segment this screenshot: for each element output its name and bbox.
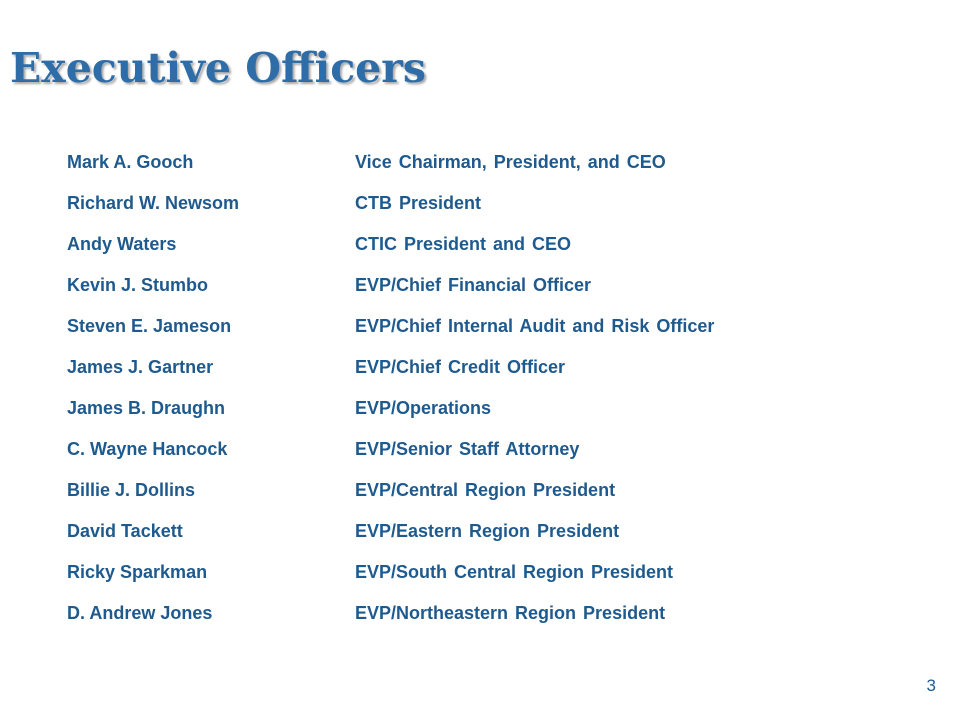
officer-name: Steven E. Jameson	[67, 316, 232, 336]
officer-name: C. Wayne Hancock	[67, 439, 228, 459]
officer-row	[67, 429, 887, 470]
officer-row	[67, 470, 887, 511]
officer-title: EVP/Chief Credit Officer	[355, 357, 566, 377]
officer-row	[67, 224, 887, 265]
officer-title: EVP/Chief Financial Officer	[355, 275, 592, 295]
officer-title: EVP/Senior Staff Attorney	[355, 439, 580, 459]
officer-name: Richard W. Newsom	[67, 193, 240, 213]
officer-title: Vice Chairman, President, and CEO	[355, 152, 666, 172]
officer-row	[67, 593, 887, 634]
officer-title: EVP/Operations	[355, 398, 492, 418]
officer-title: EVP/Eastern Region President	[355, 521, 620, 541]
officer-row	[67, 306, 887, 347]
officer-name: Kevin J. Stumbo	[67, 275, 209, 295]
officer-name: James J. Gartner	[67, 357, 214, 377]
officer-row	[67, 265, 887, 306]
officer-title: CTB President	[355, 193, 482, 213]
page-number: 3	[926, 676, 936, 695]
officer-title: EVP/South Central Region President	[355, 562, 674, 582]
officer-title: EVP/Central Region President	[355, 480, 616, 500]
officer-name: Billie J. Dollins	[67, 480, 196, 500]
officer-row	[67, 388, 887, 429]
officer-row	[67, 142, 887, 183]
officer-row	[67, 552, 887, 593]
officer-name: Ricky Sparkman	[67, 562, 208, 582]
officer-row	[67, 183, 887, 224]
officer-name: Andy Waters	[67, 234, 177, 254]
officer-title: CTIC President and CEO	[355, 234, 572, 254]
officer-name: James B. Draughn	[67, 398, 226, 418]
officer-row	[67, 347, 887, 388]
slide-title: Executive Officers	[10, 44, 426, 92]
officer-title: EVP/Northeastern Region President	[355, 603, 666, 623]
officer-name: David Tackett	[67, 521, 183, 541]
officer-name: D. Andrew Jones	[67, 603, 213, 623]
officer-title: EVP/Chief Internal Audit and Risk Officer	[355, 316, 715, 336]
officer-name: Mark A. Gooch	[67, 152, 194, 172]
officer-row	[67, 511, 887, 552]
officer-list	[67, 142, 887, 634]
